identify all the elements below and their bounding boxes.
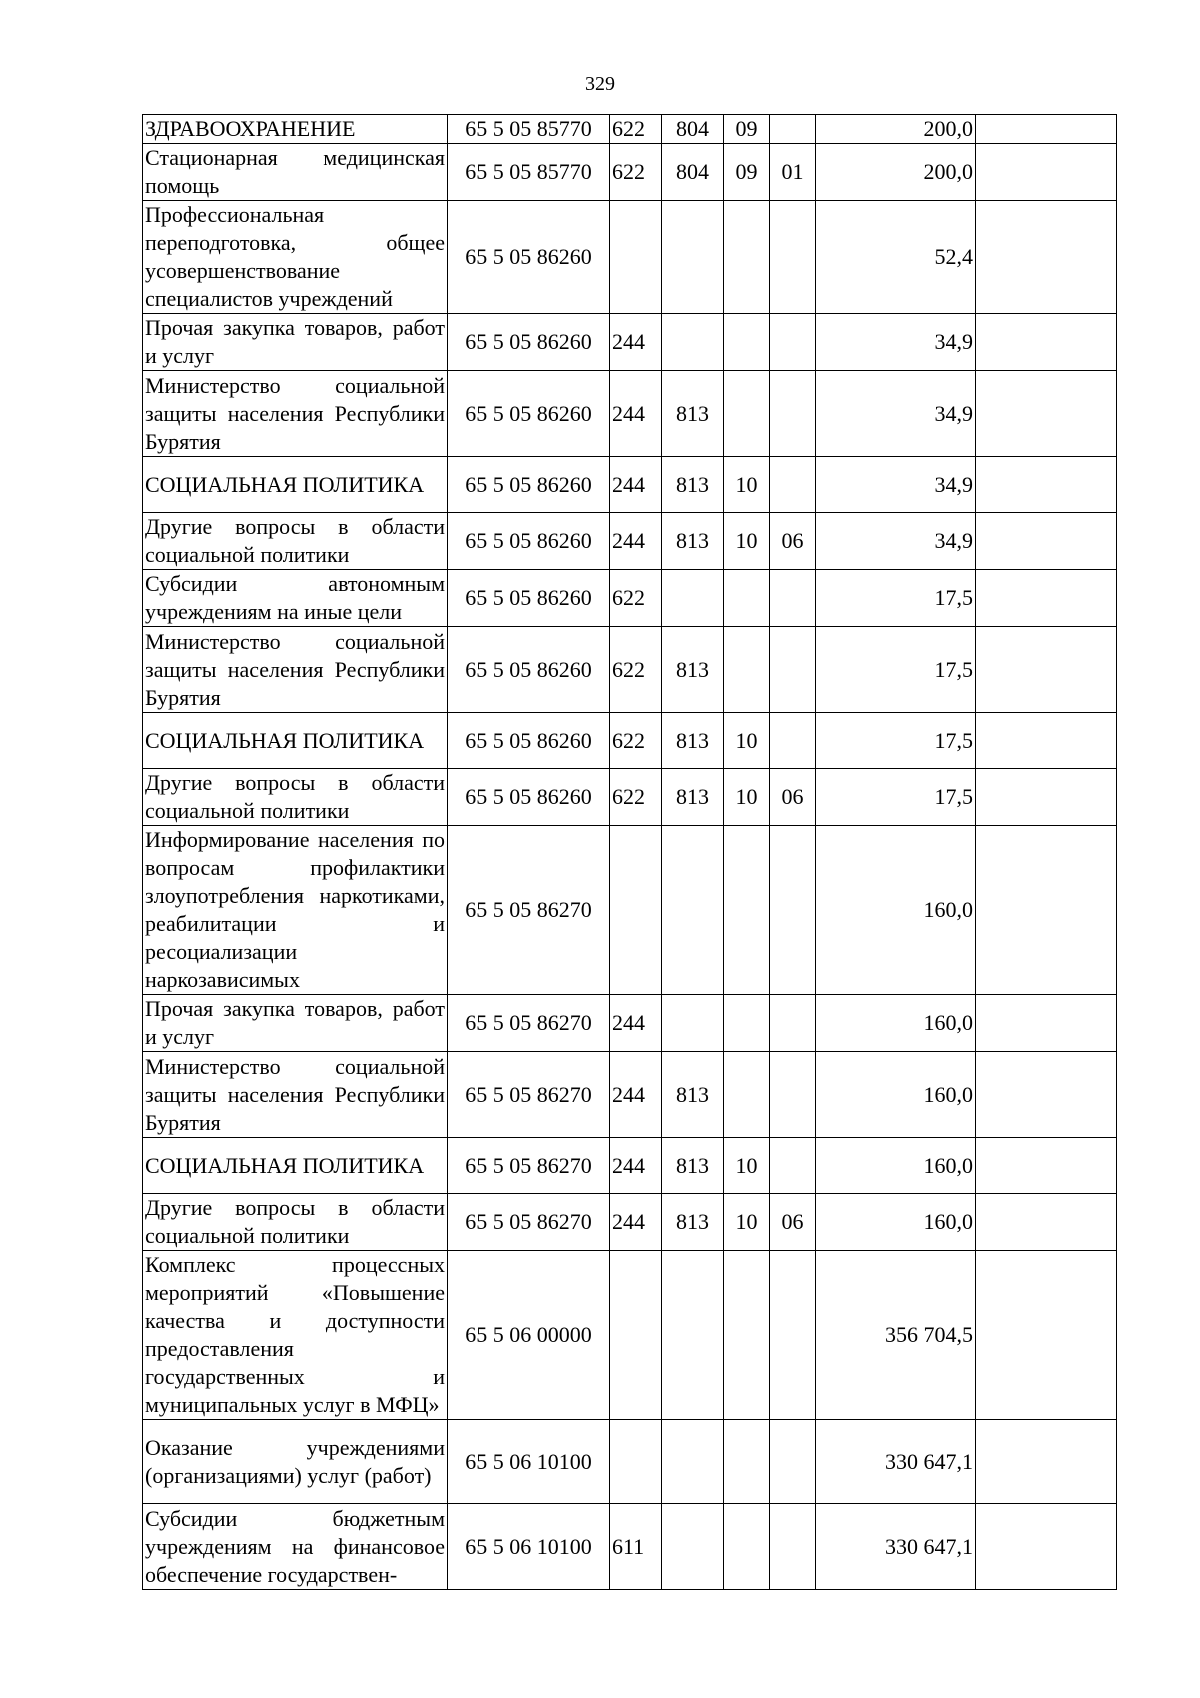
section-code-cell bbox=[724, 995, 770, 1052]
section-code-cell: 10 bbox=[724, 713, 770, 769]
row-name-cell: Стационарная медицинская помощь bbox=[143, 144, 448, 201]
section-code-cell: 10 bbox=[724, 513, 770, 570]
amount-cell: 160,0 bbox=[816, 1194, 976, 1251]
admin-code-cell bbox=[662, 1251, 724, 1420]
amount-cell: 17,5 bbox=[816, 769, 976, 826]
amount-cell: 52,4 bbox=[816, 201, 976, 314]
subsection-code-cell bbox=[770, 371, 816, 457]
subsection-code-cell bbox=[770, 570, 816, 627]
table-row bbox=[143, 1194, 1117, 1251]
target-article-code-cell: 65 5 05 86270 bbox=[448, 826, 610, 995]
amount-cell: 356 704,5 bbox=[816, 1251, 976, 1420]
admin-code-cell: 813 bbox=[662, 713, 724, 769]
target-article-code-cell: 65 5 05 86260 bbox=[448, 314, 610, 371]
table-row bbox=[143, 314, 1117, 371]
amount-cell: 17,5 bbox=[816, 713, 976, 769]
subsection-code-cell: 01 bbox=[770, 144, 816, 201]
admin-code-cell: 813 bbox=[662, 513, 724, 570]
expense-type-cell: 244 bbox=[610, 371, 662, 457]
section-code-cell bbox=[724, 201, 770, 314]
subsection-code-cell: 06 bbox=[770, 1194, 816, 1251]
admin-code-cell bbox=[662, 201, 724, 314]
extra-cell bbox=[976, 570, 1117, 627]
row-name-cell: Оказание учреждениями (организациями) услуг (работ) bbox=[143, 1420, 448, 1504]
admin-code-cell bbox=[662, 1504, 724, 1590]
target-article-code-cell: 65 5 06 10100 bbox=[448, 1420, 610, 1504]
extra-cell bbox=[976, 314, 1117, 371]
table-row bbox=[143, 115, 1117, 144]
admin-code-cell bbox=[662, 570, 724, 627]
amount-cell: 17,5 bbox=[816, 570, 976, 627]
amount-cell: 160,0 bbox=[816, 1138, 976, 1194]
extra-cell bbox=[976, 1194, 1117, 1251]
target-article-code-cell: 65 5 05 86260 bbox=[448, 627, 610, 713]
subsection-code-cell bbox=[770, 1052, 816, 1138]
row-name-cell: СОЦИАЛЬНАЯ ПОЛИТИКА bbox=[143, 1138, 448, 1194]
target-article-code-cell: 65 5 05 86260 bbox=[448, 769, 610, 826]
row-name-cell: СОЦИАЛЬНАЯ ПОЛИТИКА bbox=[143, 713, 448, 769]
expense-type-cell: 244 bbox=[610, 314, 662, 371]
amount-cell: 200,0 bbox=[816, 115, 976, 144]
admin-code-cell: 813 bbox=[662, 1138, 724, 1194]
target-article-code-cell: 65 5 05 86270 bbox=[448, 1138, 610, 1194]
extra-cell bbox=[976, 995, 1117, 1052]
subsection-code-cell bbox=[770, 457, 816, 513]
subsection-code-cell bbox=[770, 1138, 816, 1194]
expense-type-cell bbox=[610, 1251, 662, 1420]
extra-cell bbox=[976, 627, 1117, 713]
section-code-cell bbox=[724, 1052, 770, 1138]
row-name-cell: Профессиональная переподготовка, общее усовершенствование специалистов учреждений bbox=[143, 201, 448, 314]
amount-cell: 160,0 bbox=[816, 1052, 976, 1138]
table-row bbox=[143, 627, 1117, 713]
subsection-code-cell bbox=[770, 314, 816, 371]
admin-code-cell: 813 bbox=[662, 1052, 724, 1138]
row-name-cell: Министерство социальной защиты населения Республики Бурятия bbox=[143, 1052, 448, 1138]
extra-cell bbox=[976, 144, 1117, 201]
section-code-cell: 10 bbox=[724, 1138, 770, 1194]
amount-cell: 160,0 bbox=[816, 826, 976, 995]
target-article-code-cell: 65 5 05 86270 bbox=[448, 1194, 610, 1251]
section-code-cell bbox=[724, 1504, 770, 1590]
extra-cell bbox=[976, 1138, 1117, 1194]
row-name-cell: Министерство социальной защиты населения Республики Бурятия bbox=[143, 371, 448, 457]
section-code-cell bbox=[724, 570, 770, 627]
amount-cell: 34,9 bbox=[816, 513, 976, 570]
extra-cell bbox=[976, 713, 1117, 769]
expense-type-cell bbox=[610, 826, 662, 995]
target-article-code-cell: 65 5 05 86260 bbox=[448, 713, 610, 769]
extra-cell bbox=[976, 201, 1117, 314]
section-code-cell: 10 bbox=[724, 457, 770, 513]
expense-type-cell: 622 bbox=[610, 144, 662, 201]
expense-type-cell: 622 bbox=[610, 627, 662, 713]
section-code-cell bbox=[724, 314, 770, 371]
target-article-code-cell: 65 5 05 86270 bbox=[448, 1052, 610, 1138]
amount-cell: 330 647,1 bbox=[816, 1420, 976, 1504]
expense-type-cell: 622 bbox=[610, 570, 662, 627]
amount-cell: 200,0 bbox=[816, 144, 976, 201]
extra-cell bbox=[976, 1504, 1117, 1590]
row-name-cell: Субсидии бюджетным учреждениям на финансовое обеспечение государствен- bbox=[143, 1504, 448, 1590]
subsection-code-cell: 06 bbox=[770, 513, 816, 570]
row-name-cell: Комплекс процессных мероприятий «Повышение качества и доступности предоставления государственных и муниципальных услуг в МФЦ» bbox=[143, 1251, 448, 1420]
extra-cell bbox=[976, 1251, 1117, 1420]
row-name-cell: Министерство социальной защиты населения Республики Бурятия bbox=[143, 627, 448, 713]
expense-type-cell: 622 bbox=[610, 115, 662, 144]
row-name-cell: Информирование населения по вопросам профилактики злоупотребления наркотиками, реабилитации и ресоциализации наркозависимых bbox=[143, 826, 448, 995]
target-article-code-cell: 65 5 05 86260 bbox=[448, 457, 610, 513]
subsection-code-cell bbox=[770, 1504, 816, 1590]
section-code-cell bbox=[724, 826, 770, 995]
table-row bbox=[143, 769, 1117, 826]
row-name-cell: Субсидии автономным учреждениям на иные цели bbox=[143, 570, 448, 627]
target-article-code-cell: 65 5 05 86260 bbox=[448, 201, 610, 314]
target-article-code-cell: 65 5 05 86270 bbox=[448, 995, 610, 1052]
extra-cell bbox=[976, 457, 1117, 513]
amount-cell: 17,5 bbox=[816, 627, 976, 713]
target-article-code-cell: 65 5 05 86260 bbox=[448, 570, 610, 627]
amount-cell: 34,9 bbox=[816, 371, 976, 457]
target-article-code-cell: 65 5 05 85770 bbox=[448, 115, 610, 144]
subsection-code-cell bbox=[770, 1420, 816, 1504]
expense-type-cell: 622 bbox=[610, 769, 662, 826]
table-row bbox=[143, 1251, 1117, 1420]
subsection-code-cell bbox=[770, 115, 816, 144]
amount-cell: 34,9 bbox=[816, 314, 976, 371]
admin-code-cell: 804 bbox=[662, 115, 724, 144]
amount-cell: 330 647,1 bbox=[816, 1504, 976, 1590]
row-name-cell: Прочая закупка товаров, работ и услуг bbox=[143, 995, 448, 1052]
expense-type-cell: 244 bbox=[610, 1194, 662, 1251]
subsection-code-cell bbox=[770, 826, 816, 995]
target-article-code-cell: 65 5 05 86260 bbox=[448, 513, 610, 570]
target-article-code-cell: 65 5 06 10100 bbox=[448, 1504, 610, 1590]
expense-type-cell: 244 bbox=[610, 995, 662, 1052]
subsection-code-cell bbox=[770, 713, 816, 769]
section-code-cell: 10 bbox=[724, 769, 770, 826]
admin-code-cell: 813 bbox=[662, 627, 724, 713]
table-row bbox=[143, 1504, 1117, 1590]
admin-code-cell: 813 bbox=[662, 371, 724, 457]
admin-code-cell: 813 bbox=[662, 1194, 724, 1251]
table-row bbox=[143, 995, 1117, 1052]
table-row bbox=[143, 713, 1117, 769]
extra-cell bbox=[976, 1420, 1117, 1504]
admin-code-cell bbox=[662, 314, 724, 371]
extra-cell bbox=[976, 1052, 1117, 1138]
table-row bbox=[143, 144, 1117, 201]
section-code-cell bbox=[724, 1420, 770, 1504]
table-row bbox=[143, 826, 1117, 995]
row-name-cell: СОЦИАЛЬНАЯ ПОЛИТИКА bbox=[143, 457, 448, 513]
row-name-cell: ЗДРАВООХРАНЕНИЕ bbox=[143, 115, 448, 144]
subsection-code-cell: 06 bbox=[770, 769, 816, 826]
table-row bbox=[143, 1052, 1117, 1138]
expense-type-cell bbox=[610, 201, 662, 314]
table-body bbox=[143, 115, 1117, 1590]
expense-type-cell bbox=[610, 1420, 662, 1504]
row-name-cell: Прочая закупка товаров, работ и услуг bbox=[143, 314, 448, 371]
admin-code-cell: 813 bbox=[662, 769, 724, 826]
table-row bbox=[143, 1420, 1117, 1504]
expense-type-cell: 611 bbox=[610, 1504, 662, 1590]
table-row bbox=[143, 201, 1117, 314]
expense-type-cell: 244 bbox=[610, 457, 662, 513]
admin-code-cell bbox=[662, 826, 724, 995]
expense-type-cell: 622 bbox=[610, 713, 662, 769]
table-row bbox=[143, 1138, 1117, 1194]
section-code-cell bbox=[724, 1251, 770, 1420]
budget-table bbox=[142, 114, 1117, 1590]
target-article-code-cell: 65 5 05 86260 bbox=[448, 371, 610, 457]
row-name-cell: Другие вопросы в области социальной политики bbox=[143, 1194, 448, 1251]
section-code-cell bbox=[724, 371, 770, 457]
admin-code-cell: 813 bbox=[662, 457, 724, 513]
amount-cell: 160,0 bbox=[816, 995, 976, 1052]
page-number: 329 bbox=[585, 73, 615, 95]
extra-cell bbox=[976, 826, 1117, 995]
table-row bbox=[143, 457, 1117, 513]
extra-cell bbox=[976, 371, 1117, 457]
target-article-code-cell: 65 5 06 00000 bbox=[448, 1251, 610, 1420]
expense-type-cell: 244 bbox=[610, 513, 662, 570]
section-code-cell: 09 bbox=[724, 115, 770, 144]
subsection-code-cell bbox=[770, 627, 816, 713]
table-row bbox=[143, 570, 1117, 627]
subsection-code-cell bbox=[770, 201, 816, 314]
row-name-cell: Другие вопросы в области социальной политики bbox=[143, 513, 448, 570]
admin-code-cell bbox=[662, 995, 724, 1052]
admin-code-cell: 804 bbox=[662, 144, 724, 201]
amount-cell: 34,9 bbox=[816, 457, 976, 513]
section-code-cell: 09 bbox=[724, 144, 770, 201]
admin-code-cell bbox=[662, 1420, 724, 1504]
row-name-cell: Другие вопросы в области социальной политики bbox=[143, 769, 448, 826]
expense-type-cell: 244 bbox=[610, 1138, 662, 1194]
section-code-cell: 10 bbox=[724, 1194, 770, 1251]
table-row bbox=[143, 371, 1117, 457]
expense-type-cell: 244 bbox=[610, 1052, 662, 1138]
subsection-code-cell bbox=[770, 1251, 816, 1420]
table-row bbox=[143, 513, 1117, 570]
extra-cell bbox=[976, 513, 1117, 570]
target-article-code-cell: 65 5 05 85770 bbox=[448, 144, 610, 201]
subsection-code-cell bbox=[770, 995, 816, 1052]
section-code-cell bbox=[724, 627, 770, 713]
extra-cell bbox=[976, 769, 1117, 826]
extra-cell bbox=[976, 115, 1117, 144]
